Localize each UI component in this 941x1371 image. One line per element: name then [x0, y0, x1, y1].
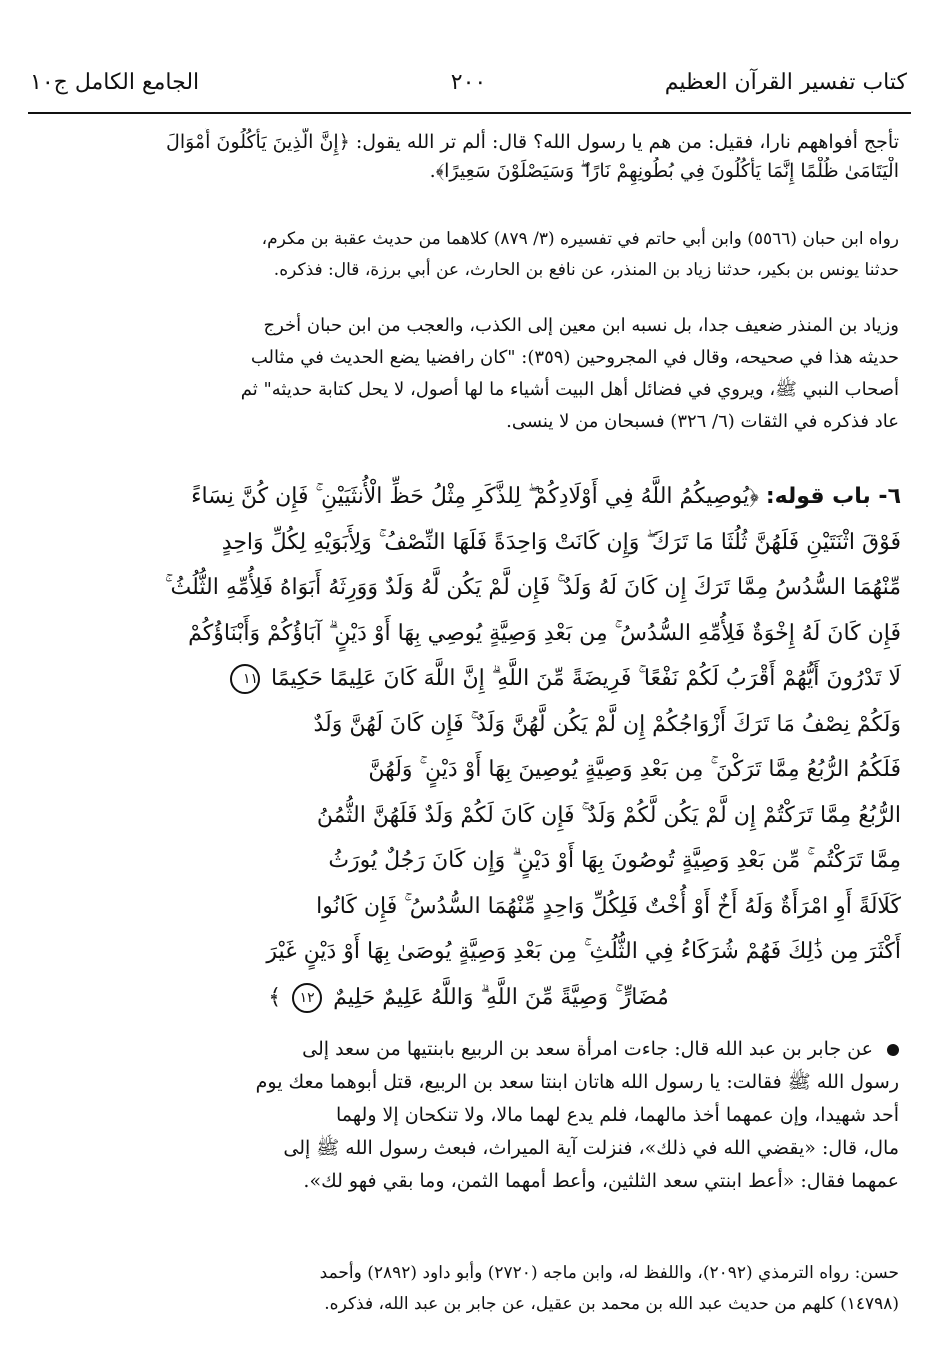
- verse-line: فَوْقَ اثْنَتَيْنِ فَلَهُنَّ ثُلُثَا مَا تَرَكَ ۖ وَإِن كَانَتْ وَاحِدَةً فَلَهَا النِّصْفُ ۚ وَلِأَبَوَيْهِ لِكُلِّ وَاحِدٍ: [221, 529, 901, 555]
- verse-line: مِّنْهُمَا السُّدُسُ مِمَّا تَرَكَ إِن كَانَ لَهُ وَلَدٌ ۚ فَإِن لَّمْ يَكُن لَّهُ وَلَدٌ وَوَرِثَهُ أَبَوَاهُ فَلِأُمِّهِ الثُّلُثُ ۚ: [164, 575, 901, 600]
- text-line: عمهما فقال: «أعط ابنتي سعد الثلثين، وأعط أمهما الثمن، وما بقي فهو لك».: [303, 1170, 899, 1192]
- verse-text: ﴿يُوصِيكُمُ اللَّهُ فِي أَوْلَادِكُمْ ۖ لِلذَّكَرِ مِثْلُ حَظِّ الْأُنثَيَيْنِ ۚ فَإِن كُنَّ نِسَاءً: [191, 484, 759, 509]
- verse-close-bracket: ﴾: [268, 984, 282, 1010]
- book-title: كتاب تفسير القرآن العظيم: [664, 70, 907, 95]
- text-line: أصحاب النبي ﷺ، ويروي في فضائل أهل البيت أشياء ما لها أصول، لا يحل كتابة حديثه" ثم: [240, 379, 899, 400]
- hadith-text: عن جابر بن عبد الله قال: جاءت امرأة سعد بن الربيع بابنتيها من سعد إلى: [302, 1038, 873, 1060]
- verse-line: فَلَكُمُ الرُّبُعُ مِمَّا تَرَكْنَ ۚ مِن بَعْدِ وَصِيَّةٍ يُوصِينَ بِهَا أَوْ دَيْنٍ ۚ وَلَهُنَّ: [368, 757, 901, 782]
- ayah-number-marker: ١٢: [292, 983, 322, 1013]
- commentary-paragraph: [40, 310, 899, 438]
- text-line: رسول الله ﷺ فقالت: يا رسول الله هاتان ابنتا سعد بن الربيع، قتل أبوهما معك يوم: [255, 1071, 899, 1093]
- text-line: [40, 1033, 899, 1066]
- verse-line: [36, 975, 901, 1021]
- text-line: أحد شهيدا، وإن عمهما أخذ مالهما، فلم يدع لهما مالا، ولا تنكحان إلا ولهما: [336, 1104, 899, 1126]
- text-line: حدثنا يونس بن بكير، حدثنا زياد بن المنذر، عن نافع بن الحارث، عن أبي برزة، قال: فذكره.: [273, 260, 899, 280]
- verse-line: أَكْثَرَ مِن ذَٰلِكَ فَهُمْ شُرَكَاءُ فِي الثُّلُثِ ۚ مِن بَعْدِ وَصِيَّةٍ يُوصَىٰ بِهَا أَوْ دَيْنٍ غَيْرَ: [266, 939, 901, 964]
- header-divider: [28, 112, 911, 114]
- verse-line: فَإِن كَانَ لَهُ إِخْوَةٌ فَلِأُمِّهِ السُّدُسُ ۚ مِن بَعْدِ وَصِيَّةٍ يُوصِي بِهَا أَوْ دَيْنٍ ۗ آبَاؤُكُمْ وَأَبْنَاؤُكُمْ: [188, 620, 901, 646]
- takhrij-paragraph-1: [40, 224, 899, 286]
- ayah-number-marker: ١١: [230, 664, 260, 694]
- text-line: الْيَتَامَىٰ ظُلْمًا إِنَّمَا يَأْكُلُونَ فِي بُطُونِهِمْ نَارًا ۖ وَسَيَصْلَوْنَ سَعِيرًا﴾.: [429, 160, 899, 182]
- volume-label: الجامع الكامل ج١٠: [30, 70, 200, 95]
- page-number: ٢٠٠: [450, 70, 487, 95]
- verse-text: مُضَارٍّ ۚ وَصِيَّةً مِّنَ اللَّهِ ۗ وَاللَّهُ عَلِيمٌ حَلِيمٌ: [333, 984, 669, 1010]
- chapter-heading: ٦- باب قوله:: [765, 484, 901, 509]
- verse-line: [36, 474, 901, 520]
- text-line: تأجج أفواههم نارا، فقيل: من هم يا رسول الله؟ قال: ألم تر الله يقول: ﴿إِنَّ الَّذِينَ يَأْكُلُونَ أَمْوَالَ: [166, 131, 899, 153]
- text-line: (١٤٧٩٨) كلهم من حديث عبد الله بن محمد بن عقيل، عن جابر بن عبد الله، فذكره.: [324, 1294, 899, 1314]
- verse-line: الرُّبُعُ مِمَّا تَرَكْتُمْ إِن لَّمْ يَكُن لَّكُمْ وَلَدٌ ۚ فَإِن كَانَ لَكُمْ وَلَدٌ فَلَهُنَّ الثُّمُنُ: [316, 802, 901, 828]
- verse-line: كَلَالَةً أَوِ امْرَأَةٌ وَلَهُ أَخٌ أَوْ أُخْتٌ فَلِكُلِّ وَاحِدٍ مِّنْهُمَا السُّدُسُ ۚ فَإِن كَانُوا: [316, 893, 901, 919]
- text-line: وزياد بن المنذر ضعيف جدا، بل نسبه ابن معين إلى الكذب، والعجب من ابن حبان أخرج: [263, 315, 899, 336]
- intro-paragraph: [40, 128, 899, 186]
- takhrij-paragraph-2: [40, 1258, 899, 1320]
- text-line: حديثه هذا في صحيحه، وقال في المجروحين (٣٥٩): "كان رافضيا يضع الحديث في مثالب: [250, 347, 899, 368]
- verse-line: [36, 656, 901, 702]
- page-header: [30, 62, 907, 106]
- verse-line: وَلَكُمْ نِصْفُ مَا تَرَكَ أَزْوَاجُكُمْ إِن لَّمْ يَكُن لَّهُنَّ وَلَدٌ ۚ فَإِن كَانَ لَهُنَّ وَلَدٌ: [313, 711, 901, 737]
- text-line: رواه ابن حبان (٥٥٦٦) وابن أبي حاتم في تفسيره (٣/ ٨٧٩) كلاهما من حديث عقبة بن مكرم،: [261, 229, 899, 249]
- chapter-verse-block: [36, 474, 901, 1020]
- hadith-paragraph: [40, 1033, 899, 1198]
- text-line: عاد فذكره في الثقات (٦/ ٣٢٦) فسبحان من لا ينسى.: [506, 411, 899, 432]
- verse-text: لَا تَدْرُونَ أَيُّهُمْ أَقْرَبُ لَكُمْ نَفْعًا ۚ فَرِيضَةً مِّنَ اللَّهِ ۗ إِنَّ اللَّهَ كَانَ عَلِيمًا حَكِيمًا: [271, 666, 901, 691]
- text-line: مال، قال: «يقضي الله في ذلك»، فنزلت آية الميراث، فبعث رسول الله ﷺ إلى: [283, 1137, 899, 1159]
- verse-line: مِمَّا تَرَكْتُم ۚ مِّن بَعْدِ وَصِيَّةٍ تُوصُونَ بِهَا أَوْ دَيْنٍ ۗ وَإِن كَانَ رَجُلٌ يُورَثُ: [328, 848, 901, 873]
- text-line: حسن: رواه الترمذي (٢٠٩٢)، واللفظ له، وابن ماجه (٢٧٢٠) وأبو داود (٢٨٩٢) وأحمد: [319, 1263, 899, 1283]
- bullet-icon: [887, 1044, 899, 1056]
